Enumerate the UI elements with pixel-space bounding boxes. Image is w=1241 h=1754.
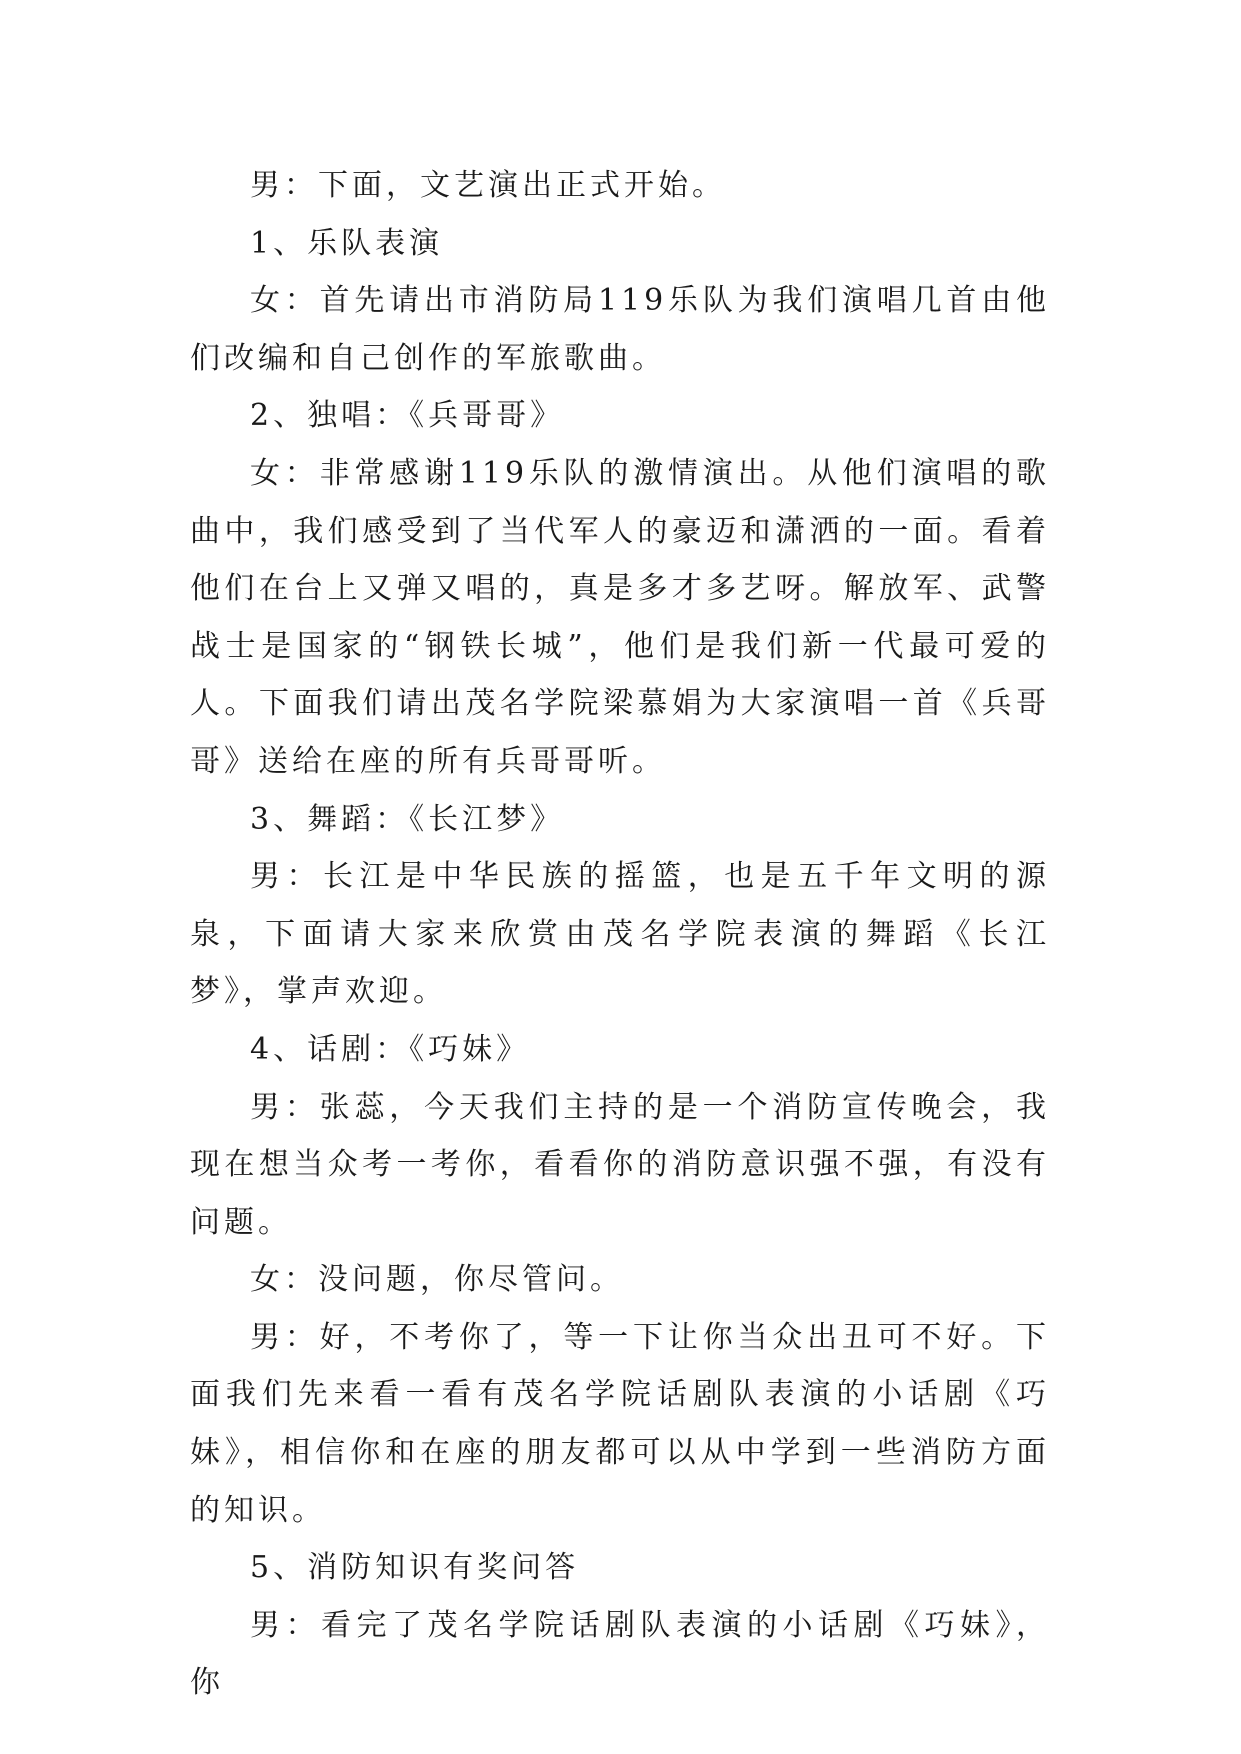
paragraph-quiz-intro: 男：看完了茂名学院话剧队表演的小话剧《巧妹》，你 — [190, 1607, 1050, 1701]
paragraph-drama-intro: 男：好，不考你了，等一下让你当众出丑可不好。下面我们先来看一看有茂名学院话剧队表演的小话剧《巧妹》，相信你和在座的朋友都可以从中学到一些消防方面的知识。 — [190, 1319, 1050, 1528]
program-item-4-heading: 4、话剧：《巧妹》 — [250, 1031, 531, 1067]
paragraph-drama-dialogue-2: 女：没问题，你尽管问。 — [250, 1262, 624, 1298]
document-page — [190, 157, 1050, 1712]
paragraph-band-intro: 女：首先请出市消防局119乐队为我们演唱几首由他们改编和自己创作的军旅歌曲。 — [190, 283, 1050, 376]
paragraph-opening: 男：下面，文艺演出正式开始。 — [250, 168, 726, 203]
program-item-3-heading: 3、舞蹈：《长江梦》 — [250, 801, 565, 837]
paragraph-drama-dialogue-1: 男：张蕊，今天我们主持的是一个消防宣传晚会，我现在想当众考一考你，看看你的消防意识强不强，有没有问题。 — [190, 1089, 1050, 1240]
paragraph-dance-intro: 男：长江是中华民族的摇篮，也是五千年文明的源泉，下面请大家来欣赏由茂名学院表演的舞蹈《长江梦》，掌声欢迎。 — [190, 859, 1050, 1010]
program-item-2-heading: 2、独唱：《兵哥哥》 — [250, 398, 565, 434]
paragraph-solo-intro: 女：非常感谢119乐队的激情演出。从他们演唱的歌曲中，我们感受到了当代军人的豪迈和潇洒的一面。看着他们在台上又弹又唱的，真是多才多艺呀。解放军、武警战士是国家的“钢铁长城”，他们是我们新一代最可爱的人。下面我们请出茂名学院梁慕娟为大家演唱一首《兵哥哥》送给在座的所有兵哥哥听。 — [190, 455, 1050, 779]
program-item-5-heading: 5、消防知识有奖问答 — [250, 1550, 580, 1586]
program-item-1-heading: 1、乐队表演 — [250, 225, 444, 261]
